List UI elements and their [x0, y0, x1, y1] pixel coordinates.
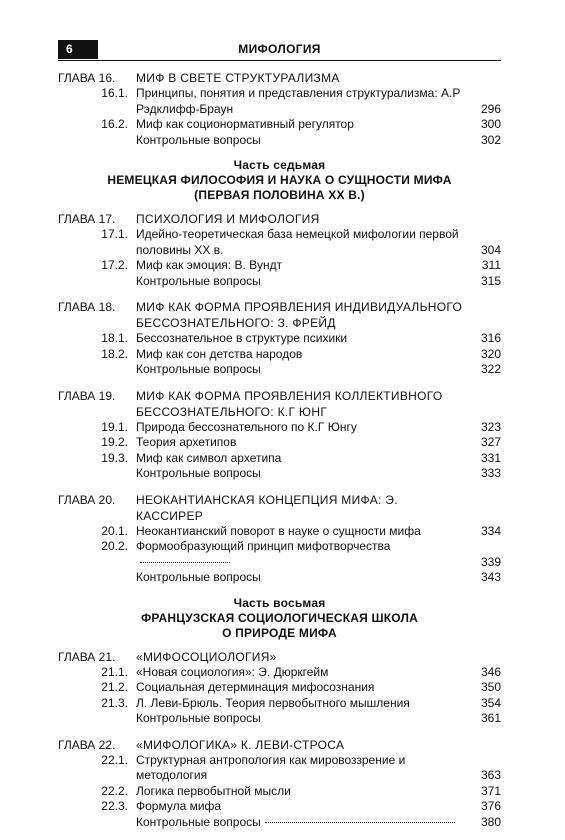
- chapter-number: ГЛАВА 21.: [58, 649, 116, 664]
- chapter-title: БЕССОЗНАТЕЛЬНОГО: З. ФРЕЙД: [136, 316, 336, 330]
- chapter-title: БЕССОЗНАТЕЛЬНОГО: К.Г ЮНГ: [136, 404, 328, 419]
- section-number: 18.2.: [101, 346, 128, 361]
- section-title: Социальная детерминация мифосознания: [136, 680, 375, 694]
- page-ref: 323: [480, 419, 501, 434]
- toc-entry: [58, 815, 501, 831]
- part-label: Часть восьмая: [233, 595, 326, 610]
- chapter-heading: [58, 737, 501, 753]
- toc-entry: [58, 799, 501, 815]
- section-number: 17.1.: [101, 227, 128, 241]
- toc-entry: [58, 784, 501, 800]
- toc-entry: [58, 347, 501, 363]
- page-ref: 315: [480, 273, 501, 288]
- page-ref: 363: [480, 768, 501, 782]
- page-ref: 371: [480, 783, 501, 798]
- toc-entry: [58, 420, 501, 436]
- chapter-title: МИФ КАК ФОРМА ПРОЯВЛЕНИЯ КОЛЛЕКТИВНОГО: [136, 388, 443, 403]
- section-title: Формообразующий принцип мифотворчества: [136, 539, 391, 553]
- section-title: Неокантианский поворот в науке о сущности мифа: [136, 523, 421, 538]
- chapter-heading: [58, 492, 501, 524]
- part-title-line: ФРАНЦУЗСКАЯ СОЦИОЛОГИЧЕСКАЯ ШКОЛА: [140, 610, 419, 625]
- chapter-18: [58, 299, 501, 378]
- chapter-title: МИФ КАК ФОРМА ПРОЯВЛЕНИЯ ИНДИВИДУАЛЬНОГО: [136, 300, 463, 314]
- chapter-number: ГЛАВА 18.: [58, 300, 116, 314]
- section-number: 20.2.: [101, 539, 128, 553]
- page-ref: 304: [480, 242, 501, 257]
- page-ref: 322: [480, 362, 501, 376]
- chapter-number: ГЛАВА 19.: [58, 388, 116, 403]
- chapter-22: [58, 737, 501, 831]
- section-title: Бессознательное в структуре психики: [136, 331, 348, 345]
- chapter-heading: [58, 649, 501, 665]
- part-heading-8: [58, 596, 501, 641]
- part-title-line: О ПРИРОДЕ МИФА: [222, 625, 337, 640]
- section-title: Миф как сон детства народов: [136, 346, 303, 361]
- toc-entry: [58, 117, 501, 133]
- toc-entry: [58, 570, 501, 586]
- chapter-number: ГЛАВА 17.: [58, 212, 116, 226]
- section-title: Контрольные вопросы: [136, 132, 261, 147]
- chapter-title: «МИФОСОЦИОЛОГИЯ»: [136, 649, 277, 664]
- toc-entry: [58, 331, 501, 347]
- toc-entry: [58, 258, 501, 274]
- part-label: Часть седьмая: [233, 158, 326, 172]
- section-number: 22.3.: [101, 799, 128, 813]
- running-header: [58, 40, 501, 61]
- toc-entry: [58, 753, 501, 784]
- chapter-19: [58, 388, 501, 482]
- page-ref: 343: [480, 570, 501, 584]
- section-title: Идейно-теоретическая база немецкой мифологии первой половины XX в.: [136, 227, 459, 257]
- section-number: 19.3.: [101, 450, 128, 465]
- section-title: Принципы, понятия и представления структурализма: А.Р Рэдклифф-Браун: [136, 86, 461, 116]
- section-title: Природа бессознательного по К.Г Юнгу: [136, 419, 357, 434]
- section-number: 22.1.: [101, 752, 128, 767]
- section-title: Структурная антропология как мировоззрение и методология: [136, 752, 406, 782]
- page-ref: 316: [480, 331, 501, 345]
- section-title: Контрольные вопросы: [136, 814, 261, 829]
- section-title: Теория архетипов: [136, 435, 237, 449]
- table-of-contents: [58, 70, 501, 840]
- chapter-heading: [58, 299, 501, 315]
- toc-entry: [58, 539, 501, 570]
- section-number: 22.2.: [101, 783, 128, 798]
- page-ref: 346: [480, 664, 501, 679]
- page-ref: 311: [481, 258, 501, 272]
- toc-entry: [58, 274, 501, 290]
- toc-entry: [58, 696, 501, 712]
- toc-entry: [58, 362, 501, 378]
- section-number: 19.2.: [101, 435, 128, 449]
- toc-entry: [58, 227, 501, 258]
- running-title: МИФОЛОГИЯ: [238, 42, 321, 56]
- section-title: Миф как эмоция: В. Вундт: [136, 258, 283, 272]
- section-title: Контрольные вопросы: [136, 362, 261, 376]
- page-ref: 302: [480, 132, 501, 147]
- page-ref: 350: [480, 680, 501, 694]
- chapter-heading-continued: [58, 404, 501, 420]
- toc-entry: [58, 680, 501, 696]
- section-number: 21.2.: [101, 680, 128, 694]
- page-ref: 300: [480, 117, 501, 131]
- section-number: 16.2.: [101, 117, 128, 131]
- section-number: 20.1.: [101, 523, 128, 538]
- section-number: 16.1.: [101, 86, 128, 100]
- toc-entry: [58, 466, 501, 482]
- chapter-number: ГЛАВА 22.: [58, 737, 116, 752]
- section-number: 21.3.: [101, 695, 128, 710]
- chapter-heading: [58, 211, 501, 227]
- section-title: Формула мифа: [136, 799, 222, 813]
- dot-leader: [265, 822, 455, 823]
- toc-entry: [58, 711, 501, 727]
- section-number: 19.1.: [101, 419, 128, 434]
- toc-entry: [58, 451, 501, 467]
- chapter-title: «МИФОЛОГИКА» К. ЛЕВИ-СТРОСА: [136, 737, 345, 752]
- section-title: «Новая социология»: Э. Дюркгейм: [136, 664, 329, 679]
- chapter-title: ПСИХОЛОГИЯ И МИФОЛОГИЯ: [136, 212, 320, 226]
- section-title: Контрольные вопросы: [136, 273, 261, 288]
- toc-entry: [58, 435, 501, 451]
- dot-leader: [140, 562, 230, 563]
- page-ref: 380: [480, 814, 501, 829]
- chapter-title: НЕОКАНТИАНСКАЯ КОНЦЕПЦИЯ МИФА: Э. КАССИРЕР: [136, 492, 398, 523]
- part-title-line: (ПЕРВАЯ ПОЛОВИНА XX В.): [194, 188, 365, 202]
- page-ref: 354: [480, 695, 501, 710]
- section-title: Контрольные вопросы: [136, 570, 261, 584]
- page-ref: 361: [480, 711, 501, 725]
- toc-entry: [58, 86, 501, 117]
- page-ref: 333: [480, 466, 501, 480]
- chapter-20: [58, 492, 501, 586]
- section-title: Контрольные вопросы: [136, 711, 261, 725]
- section-title: Контрольные вопросы: [136, 466, 261, 480]
- part-heading-7: [58, 158, 501, 203]
- section-number: 18.1.: [101, 331, 128, 345]
- chapter-17: [58, 211, 501, 289]
- page-ref: 327: [480, 435, 501, 449]
- page-ref: 339: [480, 554, 501, 569]
- toc-entry: [58, 133, 501, 149]
- section-number: 21.1.: [101, 664, 128, 679]
- page-ref: 296: [480, 101, 501, 116]
- chapter-heading: [58, 70, 501, 86]
- section-title: Миф как символ архетипа: [136, 450, 282, 465]
- chapter-16: [58, 70, 501, 148]
- chapter-title: МИФ В СВЕТЕ СТРУКТУРАЛИЗМА: [136, 71, 340, 85]
- page-ref: 334: [480, 523, 501, 538]
- toc-entry: [58, 524, 501, 540]
- section-title: Логика первобытной мысли: [136, 783, 291, 798]
- section-title: Л. Леви-Брюль. Теория первобытного мышления: [136, 695, 410, 710]
- chapter-heading: [58, 388, 501, 404]
- chapter-number: ГЛАВА 16.: [58, 71, 116, 85]
- page-ref: 376: [480, 799, 501, 813]
- section-title: Миф как соционормативный регулятор: [136, 117, 354, 131]
- chapter-21: [58, 649, 501, 727]
- page-number: 6: [58, 40, 98, 59]
- page-ref: 320: [480, 346, 501, 361]
- chapter-heading-continued: [58, 315, 501, 331]
- chapter-number: ГЛАВА 20.: [58, 492, 116, 507]
- section-number: 17.2.: [101, 258, 128, 272]
- part-title-line: НЕМЕЦКАЯ ФИЛОСОФИЯ И НАУКА О СУЩНОСТИ МИФА: [107, 173, 452, 187]
- page-ref: 331: [480, 450, 501, 465]
- toc-entry: [58, 665, 501, 681]
